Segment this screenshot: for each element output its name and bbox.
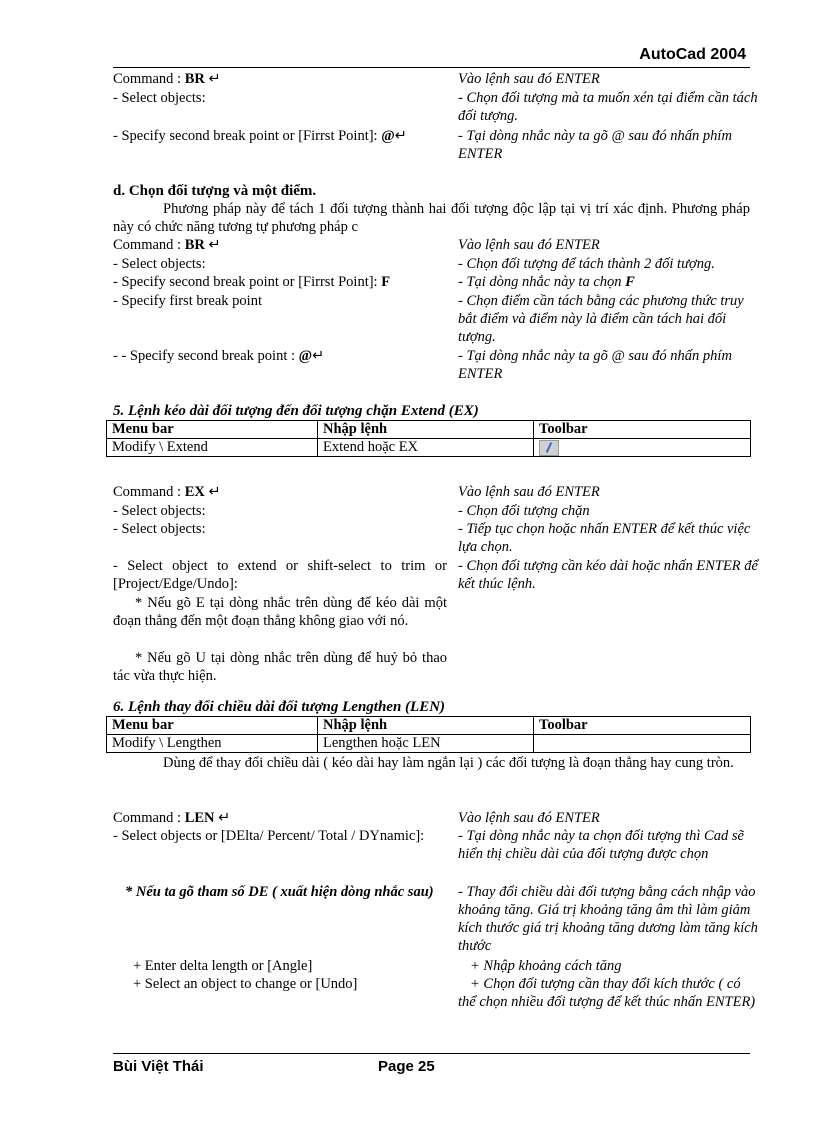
section6-paragraph: Dùng để thay đổi chiều dài ( kéo dài hay làm ngắn lại ) các đối tượng là đoạn thẳng hay cung tròn.	[163, 755, 734, 771]
footer-page-number: Page 25	[378, 1058, 435, 1075]
table-header-row: Menu bar Nhập lệnh Toolbar	[107, 421, 751, 439]
section6-heading: 6. Lệnh thay đổi chiều dài đối tượng Lengthen (LEN)	[113, 699, 446, 715]
lengthen-command-table	[106, 716, 751, 753]
section-d-paragraph: Phương pháp này để tách 1 đối tượng thành hai đối tượng độc lập tại vị trí xác định. Phương pháp này có chức năng tương tự phương pháp c	[113, 201, 750, 235]
footer-rule	[113, 1053, 750, 1054]
table-header-row: Menu bar Nhập lệnh Toolbar	[107, 717, 751, 735]
table-row: Modify \ Extend Extend hoặc EX	[107, 439, 751, 457]
section-d-heading: d. Chọn đối tượng và một điểm.	[113, 183, 317, 199]
table-row: Modify \ Lengthen Lengthen hoặc LEN	[107, 735, 751, 753]
extend-toolbar-icon[interactable]	[539, 440, 559, 456]
header-rule	[113, 67, 750, 68]
extend-command-table	[106, 420, 751, 457]
header-title: AutoCad 2004	[639, 46, 746, 63]
footer-author: Bùi Việt Thái	[113, 1058, 204, 1075]
section5-heading: 5. Lệnh kéo dài đối tượng đến đối tượng chặn Extend (EX)	[113, 403, 479, 419]
